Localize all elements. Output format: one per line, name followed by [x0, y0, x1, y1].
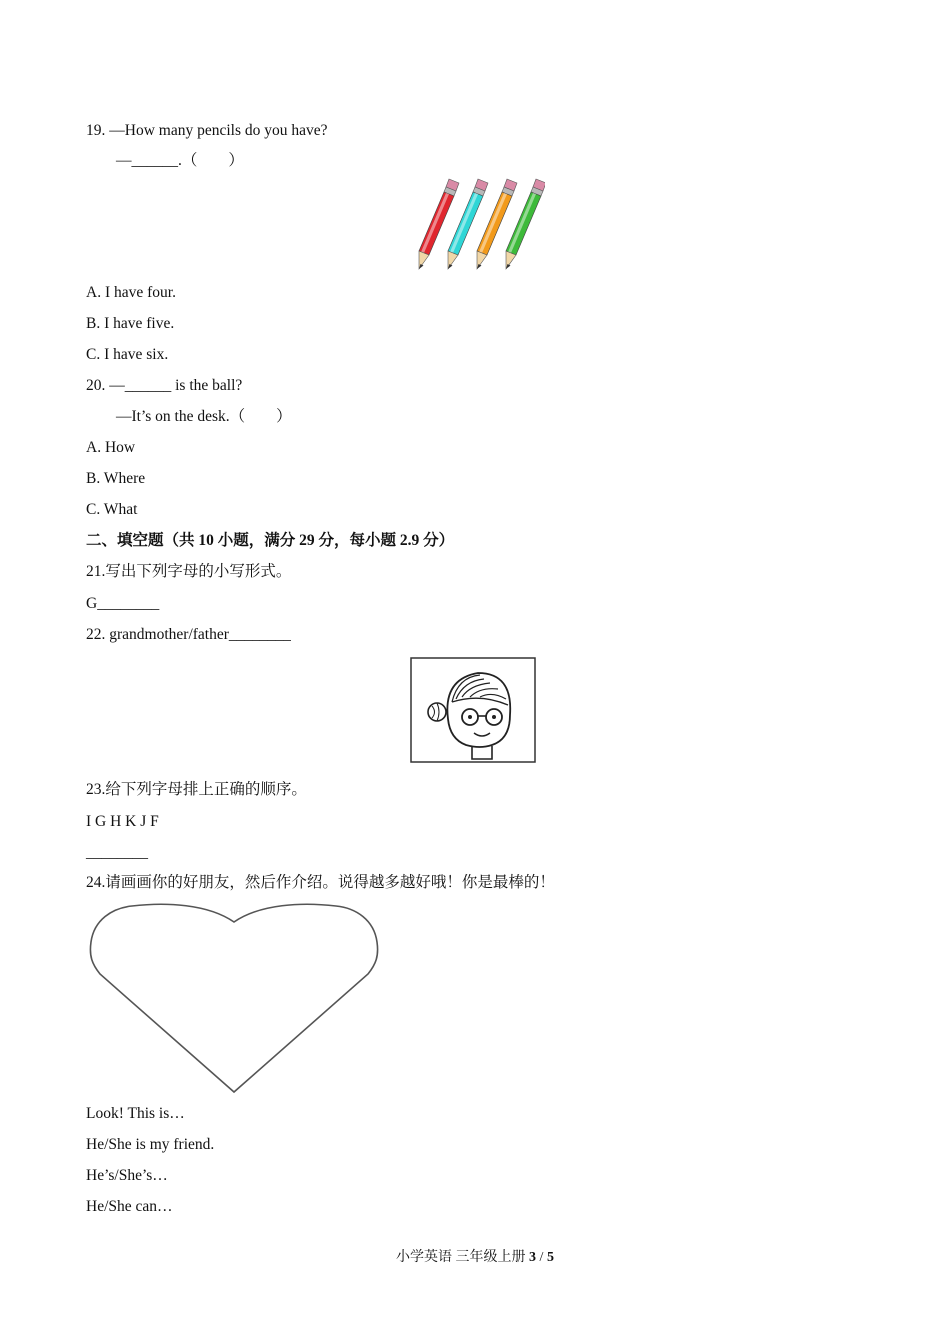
section-title: 二、填空题（共 10 小题，满分 29 分，每小题 2.9 分）: [86, 532, 455, 549]
pencils-image: [405, 177, 545, 273]
q20-stem: 20. —______ is the ball?: [86, 377, 243, 394]
q23-stem: 23.给下列字母排上正确的顺序。: [86, 781, 307, 798]
q19-answer-line: —______.（ ）: [116, 152, 244, 169]
q23-letters: I G H K J F: [86, 813, 159, 830]
q24-line-3: He’s/She’s…: [86, 1167, 168, 1184]
q20-answer-line: —It’s on the desk.（ ）: [116, 408, 292, 425]
q24-line-4: He/She can…: [86, 1198, 173, 1215]
q21-stem: 21.写出下列字母的小写形式。: [86, 563, 292, 580]
q24-stem: 24.请画画你的好朋友，然后作介绍。说得越多越好哦！你是最棒的！: [86, 874, 555, 891]
q22-stem: 22. grandmother/father________: [86, 626, 291, 643]
footer-subject: 小学英语 三年级上册: [396, 1250, 526, 1265]
q20-option-c: C. What: [86, 501, 138, 518]
q19-option-b: B. I have five.: [86, 315, 175, 332]
footer-separator: /: [536, 1250, 547, 1265]
footer-total-pages: 5: [546, 1250, 554, 1265]
q19-option-a: A. I have four.: [86, 284, 176, 301]
q19-option-c: C. I have six.: [86, 346, 169, 363]
q24-line-2: He/She is my friend.: [86, 1136, 215, 1153]
q21-answer: G________: [86, 595, 160, 612]
heart-drawing-frame: [88, 898, 380, 1098]
page-footer: [0, 1246, 950, 1266]
grandmother-image: [410, 657, 536, 763]
q19-stem: 19. —How many pencils do you have?: [86, 122, 328, 139]
q23-blank: ________: [86, 844, 148, 861]
q20-option-a: A. How: [86, 439, 136, 456]
q20-option-b: B. Where: [86, 470, 146, 487]
q24-line-1: Look! This is…: [86, 1105, 185, 1122]
footer-page-number: 3: [529, 1250, 537, 1265]
